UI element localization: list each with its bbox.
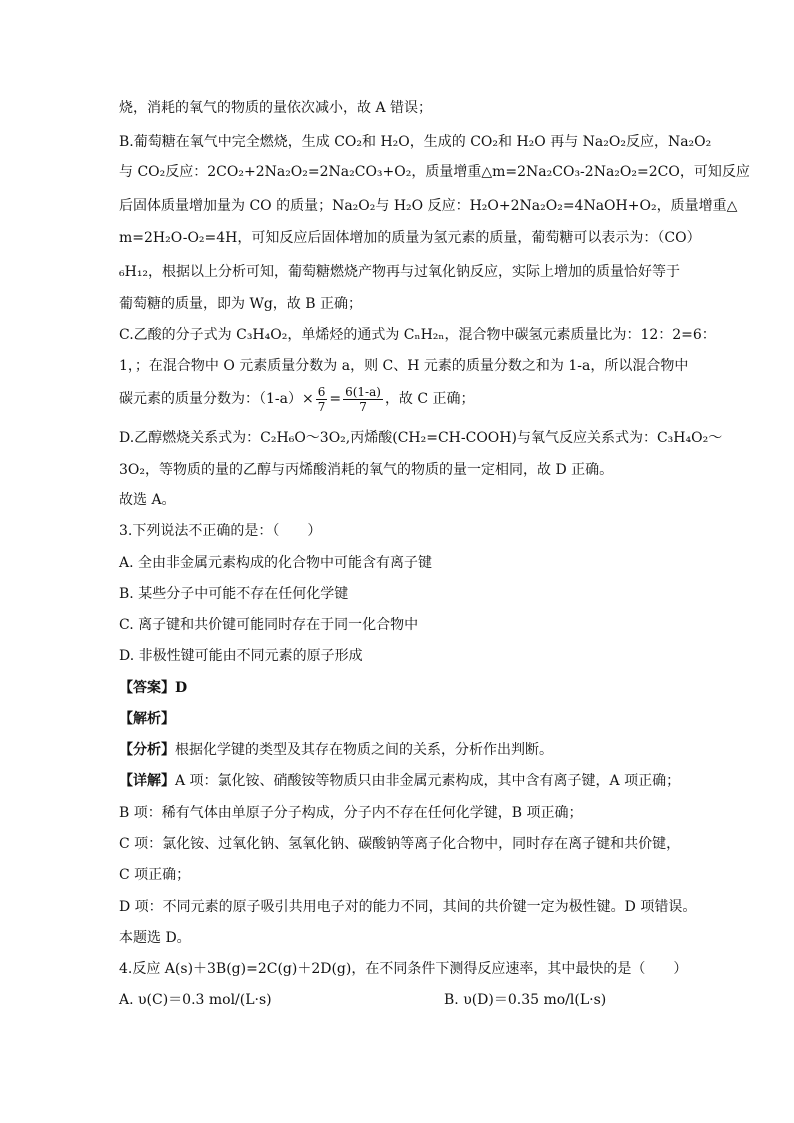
detail-line: C 项正确； [119, 867, 191, 883]
text-line: 后固体质量增加量为 CO 的质量；Na₂O₂与 H₂O 反应：H₂O+2Na₂O₂=4NaOH+O₂，质量增重△ [119, 198, 738, 214]
text-line: D.乙醇燃烧关系式为：C₂H₆O～3O₂,丙烯酸(CH₂=CH-COOH)与氧气反应关系式为：C₃H₄O₂～ [119, 430, 723, 446]
text-line: 3O₂，等物质的量的乙醇与丙烯酸消耗的氧气的物质的量一定相同，故 D 正确。 [119, 462, 614, 478]
option-a: A. υ(C)＝0.3 mol/(L·s) [119, 992, 272, 1008]
detail-line: B 项：稀有气体由单原子分子构成，分子内不存在任何化学键，B 项正确； [119, 805, 583, 821]
question-3: 3.下列说法不正确的是：（ ） [119, 523, 322, 539]
text-line: 与 CO₂反应：2CO₂+2Na₂O₂=2Na₂CO₃+O₂，质量增重△m=2Na₂CO₃-2Na₂O₂=2CO，可知反应 [119, 164, 750, 180]
formula-text: 碳元素的质量分数为：（1-a）× [119, 391, 314, 407]
option-b: B. 某些分子中可能不存在任何化学键 [119, 586, 349, 602]
fraction-6-7: $\frac{6}{7}$ [317, 384, 326, 414]
text-line: 烧，消耗的氧气的物质的量依次减小，故 A 错误； [119, 100, 433, 116]
detail-line: D 项：不同元素的原子吸引共用电子对的能力不同，其间的共价键一定为极性键。D 项错误。 [119, 899, 697, 915]
analysis-line: 【分析】根据化学键的类型及其存在物质之间的关系，分析作出判断。 [119, 742, 553, 758]
analysis-heading: 【解析】 [119, 711, 175, 727]
option-c: C. 离子键和共价键可能同时存在于同一化合物中 [119, 617, 419, 633]
detail-line: 【详解】A 项：氯化铵、硝酸铵等物质只由非金属元素构成，其中含有离子键，A 项正确； [119, 773, 681, 789]
text-line: 1，；在混合物中 O 元素质量分数为 a，则 C、H 元素的质量分数之和为 1-a，所以混合物中 [119, 358, 689, 374]
question-4: 4.反应 A(s)＋3B(g)=2C(g)＋2D(g)，在不同条件下测得反应速率，其中最快的是（ ） [119, 961, 688, 977]
option-b: B. υ(D)＝0.35 mo/l(L·s) [444, 992, 607, 1008]
text-line: C.乙酸的分子式为 C₃H₄O₂，单烯烃的通式为 CₙH₂ₙ，混合物中碳氢元素质量比为：12：2=6： [119, 327, 716, 343]
fraction-6-1-a-7: $\frac{6(1-a)}{7}$ [345, 384, 381, 414]
option-a: A. 全由非金属元素构成的化合物中可能含有离子键 [119, 555, 433, 571]
text-line: 故选 A。 [119, 492, 176, 508]
text-line: ₆H₁₂，根据以上分析可知，葡萄糖燃烧产物再与过氧化钠反应，实际上增加的质量恰好等于 [119, 264, 681, 280]
text-line: m=2H₂O-O₂=4H，可知反应后固体增加的质量为氢元素的质量，葡萄糖可以表示为：（CO） [119, 230, 701, 246]
formula-line [119, 384, 699, 414]
text-line: B.葡萄糖在氧气中完全燃烧，生成 CO₂和 H₂O，生成的 CO₂和 H₂O 再与 Na₂O₂反应，Na₂O₂ [119, 134, 712, 150]
text-line: 葡萄糖的质量，即为 Wg，故 B 正确； [119, 296, 362, 312]
formula-text: ，故 C 正确； [384, 391, 475, 407]
detail-line: C 项：氯化铵、过氧化钠、氢氧化钠、碳酸钠等离子化合物中，同时存在离子键和共价键， [119, 836, 681, 852]
equals-sign: = [329, 391, 342, 407]
option-d: D. 非极性键可能由不同元素的原子形成 [119, 648, 363, 664]
detail-line: 本题选 D。 [119, 930, 191, 946]
answer-line: 【答案】D [119, 680, 188, 696]
